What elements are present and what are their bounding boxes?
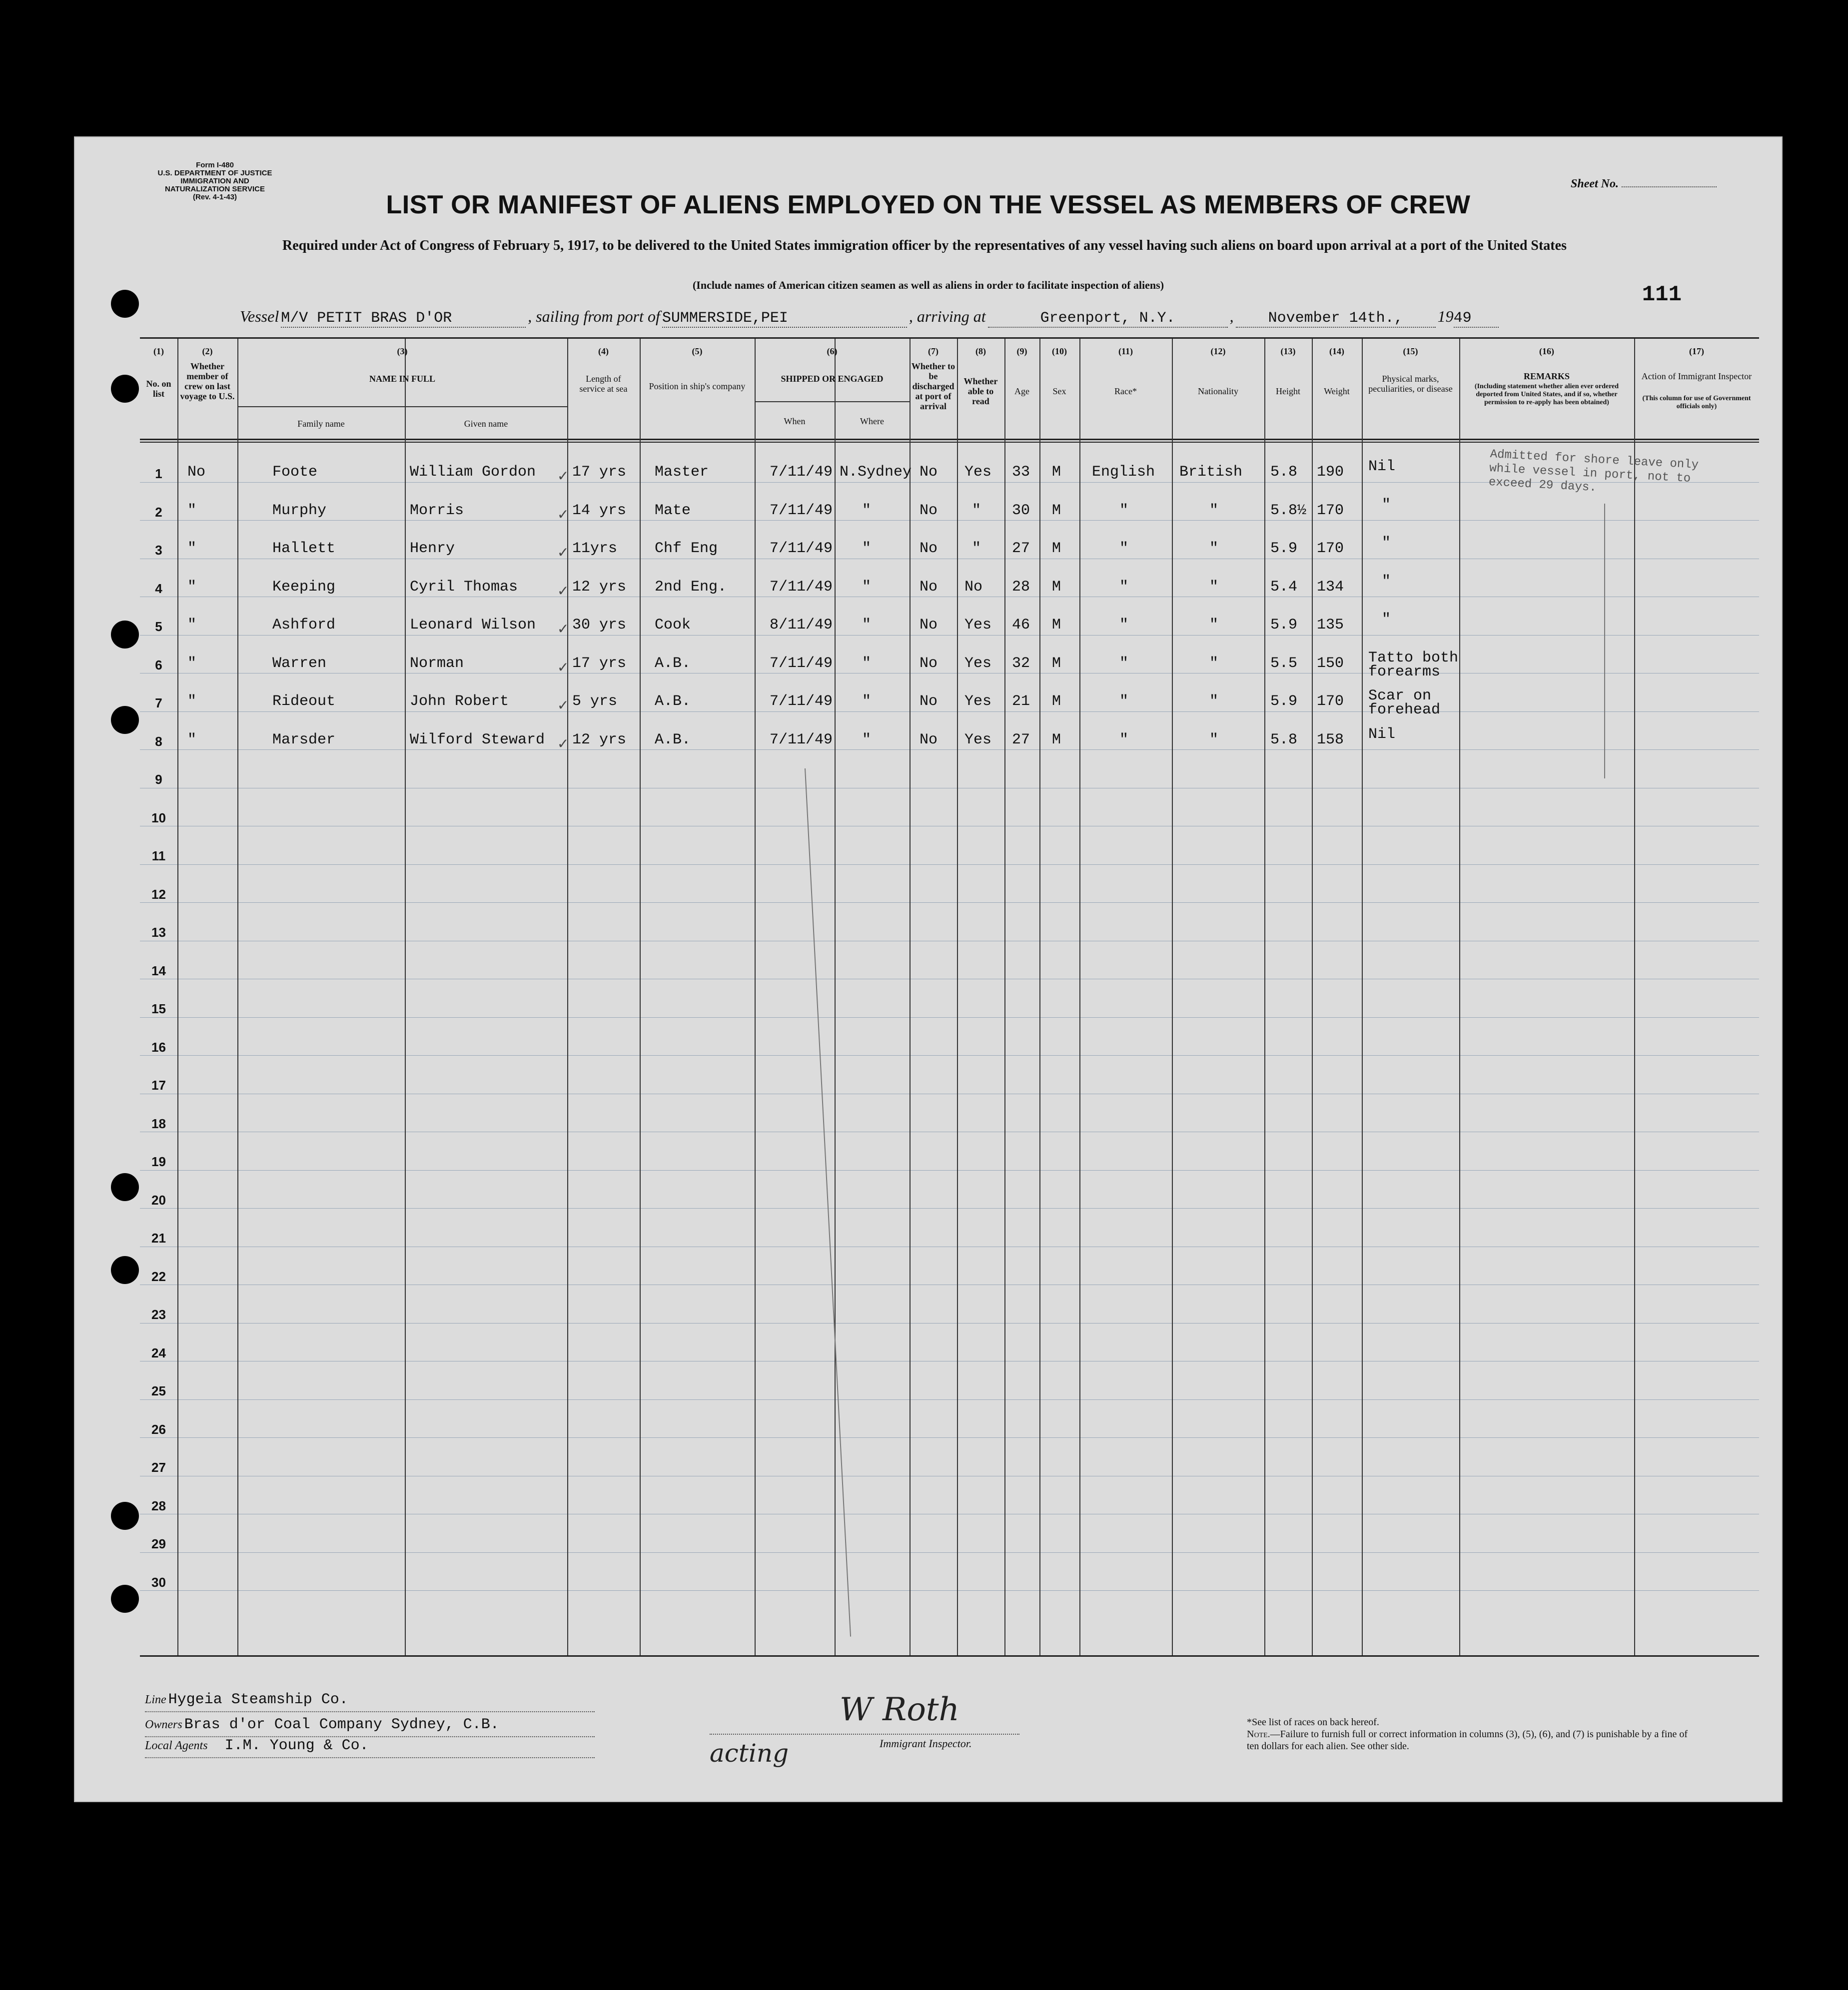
row-rule (140, 1590, 1759, 1591)
row-number: 19 (151, 1154, 166, 1169)
nationality: " (1209, 731, 1219, 748)
col-rule (237, 339, 238, 1655)
col10-header: Sex (1052, 386, 1066, 396)
races-note: *See list of races on back hereof. (1247, 1717, 1379, 1728)
shipped-where: " (862, 540, 872, 557)
row-number: 9 (155, 772, 162, 787)
family-name: Warren (272, 655, 327, 672)
arriving-label: , arriving at (909, 307, 986, 325)
where-header: Where (860, 416, 884, 426)
discharged: No (920, 655, 938, 672)
row-number: 8 (155, 733, 162, 749)
crew-table (140, 337, 1759, 1657)
col13-header: Height (1276, 386, 1300, 396)
member-prev-voyage: " (187, 502, 197, 519)
row-number: 16 (151, 1039, 166, 1055)
col10-number: (10) (1052, 346, 1067, 356)
position: A.B. (655, 655, 691, 672)
shipped-when: 7/11/49 (770, 540, 833, 557)
physical-marks: Tatto both forearms (1368, 649, 1459, 680)
col-rule (1362, 339, 1363, 1655)
position: 2nd Eng. (655, 578, 727, 596)
race: " (1119, 617, 1129, 634)
discharged: No (920, 731, 938, 748)
col5-header: Position in ship's company (649, 381, 746, 391)
race: " (1119, 693, 1129, 710)
sex: M (1052, 655, 1061, 672)
row-number: 4 (155, 581, 162, 596)
given-name: Leonard Wilson (410, 617, 536, 634)
col-rule (910, 339, 911, 1655)
col-rule (177, 339, 178, 1655)
footer-notes (1247, 1716, 1697, 1752)
shipped-when: 7/11/49 (770, 693, 833, 710)
given-name: John Robert (410, 693, 509, 710)
service-length: 30 yrs (572, 617, 627, 634)
given-name-header: Given name (464, 419, 508, 429)
position: Mate (655, 502, 691, 519)
physical-marks: Scar on forehead (1368, 687, 1441, 718)
row-number: 21 (151, 1231, 166, 1246)
signature-line (710, 1734, 1019, 1735)
row-number: 26 (151, 1421, 166, 1437)
col11-number: (11) (1118, 346, 1133, 356)
vessel-name: M/V PETIT BRAS D'OR (281, 310, 526, 328)
position: Chf Eng (655, 540, 718, 557)
shipped-where: " (862, 693, 872, 710)
row-number: 25 (151, 1383, 166, 1398)
height: 5.8 (1270, 731, 1298, 748)
col3-number: (3) (397, 346, 408, 356)
row-rule (140, 1208, 1759, 1209)
col12-number: (12) (1210, 346, 1226, 356)
col6-header: SHIPPED OR ENGAGED (781, 374, 884, 384)
shipped-where: " (862, 731, 872, 748)
service-length: 5 yrs (572, 693, 618, 710)
row-rule (140, 902, 1759, 903)
binder-hole (111, 1585, 139, 1613)
pencil-mark (1604, 504, 1605, 778)
able-to-read: Yes (964, 693, 992, 710)
member-prev-voyage: " (187, 693, 197, 710)
row-number: 7 (155, 695, 162, 710)
row-number: 20 (151, 1192, 166, 1208)
row-rule (140, 1437, 1759, 1438)
row-rule (140, 711, 1759, 712)
age: 33 (1012, 464, 1030, 481)
agents-value: I.M. Young & Co. (224, 1737, 369, 1754)
check-mark-icon: ✓ (557, 469, 569, 484)
sex: M (1052, 464, 1061, 481)
weight: 170 (1317, 540, 1344, 557)
row-number: 3 (155, 543, 162, 558)
able-to-read: Yes (964, 655, 992, 672)
check-mark-icon: ✓ (557, 660, 569, 675)
shipped-when: 7/11/49 (770, 731, 833, 748)
family-name: Hallett (272, 540, 336, 557)
age: 28 (1012, 578, 1030, 596)
row-rule (140, 1552, 1759, 1553)
owners-label: Owners (145, 1718, 182, 1731)
manifest-sheet (75, 137, 1782, 1801)
shipped-when: 8/11/49 (770, 617, 833, 634)
nationality: British (1179, 464, 1243, 481)
form-subnote: (Include names of American citizen seamen as well as aliens in order to facilitate inspection of aliens) (692, 279, 1164, 291)
row-number: 10 (151, 810, 166, 825)
position: Cook (655, 617, 691, 634)
row-rule (140, 1055, 1759, 1056)
race: " (1119, 540, 1129, 557)
col8-header: Whether able to read (963, 376, 998, 406)
row-number: 24 (151, 1345, 166, 1360)
nationality: " (1209, 578, 1219, 596)
check-mark-icon: ✓ (557, 736, 569, 752)
note-label: Note. (1247, 1729, 1270, 1740)
member-prev-voyage: " (187, 617, 197, 634)
age: 30 (1012, 502, 1030, 519)
shipped-where: N.Sydney (840, 464, 912, 481)
family-name: Keeping (272, 578, 336, 596)
col9-header: Age (1014, 386, 1029, 396)
race: " (1119, 731, 1129, 748)
height: 5.4 (1270, 578, 1298, 596)
physical-marks: " (1382, 573, 1391, 590)
position: A.B. (655, 731, 691, 748)
race: " (1119, 502, 1129, 519)
form-subtitle: Required under Act of Congress of February 5, 1917, to be delivered to the United States immigration officer by the representatives of any vessel having such aliens on board upon arrival at a port of the United States (282, 238, 1567, 253)
weight: 190 (1317, 464, 1344, 481)
weight: 170 (1317, 502, 1344, 519)
col16-number: (16) (1539, 346, 1554, 356)
footer-left (145, 1691, 595, 1758)
able-to-read: " (972, 540, 981, 557)
col-rule (1264, 339, 1265, 1655)
row-number: 14 (151, 963, 166, 978)
physical-marks: Nil (1368, 725, 1396, 743)
inspector-signature-block (710, 1691, 1019, 1768)
physical-marks: " (1382, 535, 1391, 552)
nationality: " (1209, 617, 1219, 634)
col-rule (567, 339, 568, 1655)
arrival-port: Greenport, N.Y. (988, 310, 1228, 328)
arrival-date: November 14th., (1236, 310, 1436, 328)
given-name: Norman (410, 655, 464, 672)
acting-signature: acting (710, 1739, 789, 1768)
shipped-when: 7/11/49 (770, 502, 833, 519)
shipped-when: 7/11/49 (770, 655, 833, 672)
family-name: Foote (272, 464, 318, 481)
col-rule (1634, 339, 1635, 1655)
shipped-when: 7/11/49 (770, 578, 833, 596)
row-rule (140, 1323, 1759, 1324)
sailing-label: , sailing from port of (528, 307, 660, 325)
col16-header: REMARKS (1523, 371, 1570, 381)
sex: M (1052, 693, 1061, 710)
race: " (1119, 655, 1129, 672)
row-number: 29 (151, 1536, 166, 1551)
position: Master (655, 464, 709, 481)
family-name: Murphy (272, 502, 327, 519)
height: 5.5 (1270, 655, 1298, 672)
given-name: Wilford Steward (410, 731, 545, 748)
col-rule (755, 339, 756, 1655)
binder-hole (111, 1173, 139, 1201)
col13-number: (13) (1280, 346, 1296, 356)
age: 46 (1012, 617, 1030, 634)
discharged: No (920, 502, 938, 519)
family-name-header: Family name (297, 419, 345, 429)
nationality: " (1209, 693, 1219, 710)
weight: 150 (1317, 655, 1344, 672)
binder-hole (111, 1502, 139, 1530)
shipped-where: " (862, 655, 872, 672)
pencil-mark (805, 768, 851, 1637)
col12-header: Nationality (1198, 386, 1238, 396)
sex: M (1052, 540, 1061, 557)
col15-number: (15) (1403, 346, 1418, 356)
age: 21 (1012, 693, 1030, 710)
line-label: Line (145, 1693, 166, 1706)
form-service: IMMIGRATION AND NATURALIZATION SERVICE (164, 177, 265, 193)
col-rule (405, 339, 406, 1655)
col-rule (835, 339, 836, 1655)
owners-value: Bras d'or Coal Company Sydney, C.B. (184, 1716, 499, 1733)
discharged: No (920, 578, 938, 596)
col1-header: No. on list (146, 379, 171, 399)
col5-number: (5) (692, 346, 703, 356)
row-rule (140, 864, 1759, 865)
family-name: Ashford (272, 617, 336, 634)
discharged: No (920, 693, 938, 710)
row-number: 27 (151, 1460, 166, 1475)
row-rule (140, 635, 1759, 636)
when-header: When (784, 416, 806, 426)
row-number: 13 (151, 925, 166, 940)
line-value: Hygeia Steamship Co. (168, 1691, 348, 1708)
check-mark-icon: ✓ (557, 545, 569, 561)
arrival-year: 49 (1454, 310, 1499, 328)
weight: 134 (1317, 578, 1344, 596)
nationality: " (1209, 655, 1219, 672)
given-name: William Gordon (410, 464, 536, 481)
row-rule (140, 1017, 1759, 1018)
sex: M (1052, 502, 1061, 519)
row-number: 28 (151, 1498, 166, 1513)
form-title: LIST OR MANIFEST OF ALIENS EMPLOYED ON THE VESSEL AS MEMBERS OF CREW (386, 190, 1471, 219)
col1-number: (1) (153, 346, 164, 356)
race: " (1119, 578, 1129, 596)
given-name: Cyril Thomas (410, 578, 518, 596)
service-length: 12 yrs (572, 578, 627, 596)
service-length: 12 yrs (572, 731, 627, 748)
height: 5.9 (1270, 617, 1298, 634)
col-rule (1079, 339, 1080, 1655)
discharged: No (920, 540, 938, 557)
col3-header: NAME IN FULL (369, 374, 435, 384)
service-length: 11yrs (572, 540, 618, 557)
col14-header: Weight (1324, 386, 1350, 396)
row-number: 12 (151, 886, 166, 902)
form-department: U.S. DEPARTMENT OF JUSTICE (157, 169, 272, 177)
row-number: 2 (155, 504, 162, 520)
col7-number: (7) (928, 346, 938, 356)
row-rule (140, 520, 1759, 521)
position: A.B. (655, 693, 691, 710)
row-number: 22 (151, 1269, 166, 1284)
service-length: 14 yrs (572, 502, 627, 519)
weight: 158 (1317, 731, 1344, 748)
service-length: 17 yrs (572, 655, 627, 672)
row-number: 1 (155, 466, 162, 481)
nationality: " (1209, 540, 1219, 557)
able-to-read: Yes (964, 731, 992, 748)
year-prefix: 19 (1437, 307, 1454, 325)
given-name: Henry (410, 540, 455, 557)
col17-subheader: (This column for use of Government officials only) (1642, 395, 1751, 410)
form-number: Form I-480 (196, 161, 234, 169)
inspector-label: Immigrant Inspector. (880, 1737, 972, 1750)
row-number: 17 (151, 1078, 166, 1093)
note-text: —Failure to furnish full or correct information in columns (3), (5), (6), and (7) is punishable by a fine of ten dollars for each alien. See other side. (1247, 1729, 1688, 1752)
subheader-rule (755, 401, 910, 402)
able-to-read: Yes (964, 617, 992, 634)
family-name: Rideout (272, 693, 336, 710)
shipped-where: " (862, 578, 872, 596)
age: 32 (1012, 655, 1030, 672)
discharged: No (920, 617, 938, 634)
col2-number: (2) (202, 346, 213, 356)
check-mark-icon: ✓ (557, 507, 569, 523)
voyage-line: Vessel M/V PETIT BRAS D'OR , sailing from port of SUMMERSIDE,PEI , arriving at Greenport, N.Y. , November 14th., 1949 (240, 307, 1499, 328)
service-length: 17 yrs (572, 464, 627, 481)
member-prev-voyage: No (187, 464, 206, 481)
check-mark-icon: ✓ (557, 583, 569, 599)
col11-header: Race* (1114, 386, 1137, 396)
sheet-number: 111 (1642, 282, 1682, 307)
row-rule (140, 749, 1759, 750)
discharged: No (920, 464, 938, 481)
row-rule (140, 1399, 1759, 1400)
agents-label: Local Agents (145, 1739, 208, 1752)
row-number: 23 (151, 1307, 166, 1322)
age: 27 (1012, 540, 1030, 557)
family-name: Marsder (272, 731, 336, 748)
height: 5.8½ (1270, 502, 1307, 519)
given-name: Morris (410, 502, 464, 519)
subheader-rule (237, 406, 567, 407)
row-number: 5 (155, 619, 162, 634)
binder-hole (111, 706, 139, 734)
binder-hole (111, 621, 139, 649)
check-mark-icon: ✓ (557, 698, 569, 713)
member-prev-voyage: " (187, 655, 197, 672)
member-prev-voyage: " (187, 578, 197, 596)
header-rule (140, 439, 1759, 440)
sex: M (1052, 578, 1061, 596)
weight: 170 (1317, 693, 1344, 710)
able-to-read: " (972, 502, 981, 519)
row-number: 6 (155, 657, 162, 672)
age: 27 (1012, 731, 1030, 748)
physical-marks: " (1382, 496, 1391, 514)
row-rule (140, 1170, 1759, 1171)
col-rule (1004, 339, 1005, 1655)
col4-header: Length of service at sea (579, 374, 628, 394)
col7-header: Whether to be discharged at port of arrival (911, 361, 955, 411)
col2-header: Whether member of crew on last voyage to U.S. (180, 361, 235, 401)
vessel-label: Vessel (240, 307, 279, 325)
height: 5.9 (1270, 693, 1298, 710)
shipped-where: " (862, 617, 872, 634)
race: English (1092, 464, 1155, 481)
height: 5.9 (1270, 540, 1298, 557)
col-rule (1039, 339, 1040, 1655)
shipped-where: " (862, 502, 872, 519)
physical-marks: Nil (1368, 458, 1396, 475)
col17-header: Action of Immigrant Inspector (1641, 371, 1752, 381)
col-rule (640, 339, 641, 1655)
physical-marks: " (1382, 611, 1391, 628)
member-prev-voyage: " (187, 731, 197, 748)
col15-header: Physical marks, peculiarities, or disease (1368, 374, 1453, 394)
col-rule (1172, 339, 1173, 1655)
row-number: 15 (151, 1001, 166, 1016)
check-mark-icon: ✓ (557, 622, 569, 637)
form-revision: (Rev. 4-1-43) (192, 193, 237, 201)
inspector-signature: W Roth (840, 1691, 959, 1728)
sheet-no-label: Sheet No. (1571, 177, 1717, 191)
col-rule (1312, 339, 1313, 1655)
remarks-stamp: Admitted for shore leave only while vessel in port, not to exceed 29 days. (1488, 448, 1699, 495)
weight: 135 (1317, 617, 1344, 634)
able-to-read: No (964, 578, 983, 596)
header-rule (140, 442, 1759, 443)
col16-subheader: (Including statement whether alien ever ordered deported from United States, and if so, whether permission to re-apply has been obtained) (1474, 383, 1619, 406)
height: 5.8 (1270, 464, 1298, 481)
row-number: 11 (151, 848, 166, 863)
col4-number: (4) (598, 346, 609, 356)
col9-number: (9) (1016, 346, 1027, 356)
member-prev-voyage: " (187, 540, 197, 557)
binder-hole (111, 1256, 139, 1284)
row-number: 18 (151, 1116, 166, 1131)
col14-number: (14) (1329, 346, 1344, 356)
shipped-when: 7/11/49 (770, 464, 833, 481)
binder-hole (111, 375, 139, 403)
able-to-read: Yes (964, 464, 992, 481)
col6-number: (6) (827, 346, 838, 356)
col8-number: (8) (975, 346, 986, 356)
sex: M (1052, 617, 1061, 634)
row-number: 30 (151, 1574, 166, 1590)
binder-hole (111, 290, 139, 318)
sex: M (1052, 731, 1061, 748)
sailing-port: SUMMERSIDE,PEI (662, 310, 907, 328)
nationality: " (1209, 502, 1219, 519)
col17-number: (17) (1689, 346, 1704, 356)
col-rule (957, 339, 958, 1655)
